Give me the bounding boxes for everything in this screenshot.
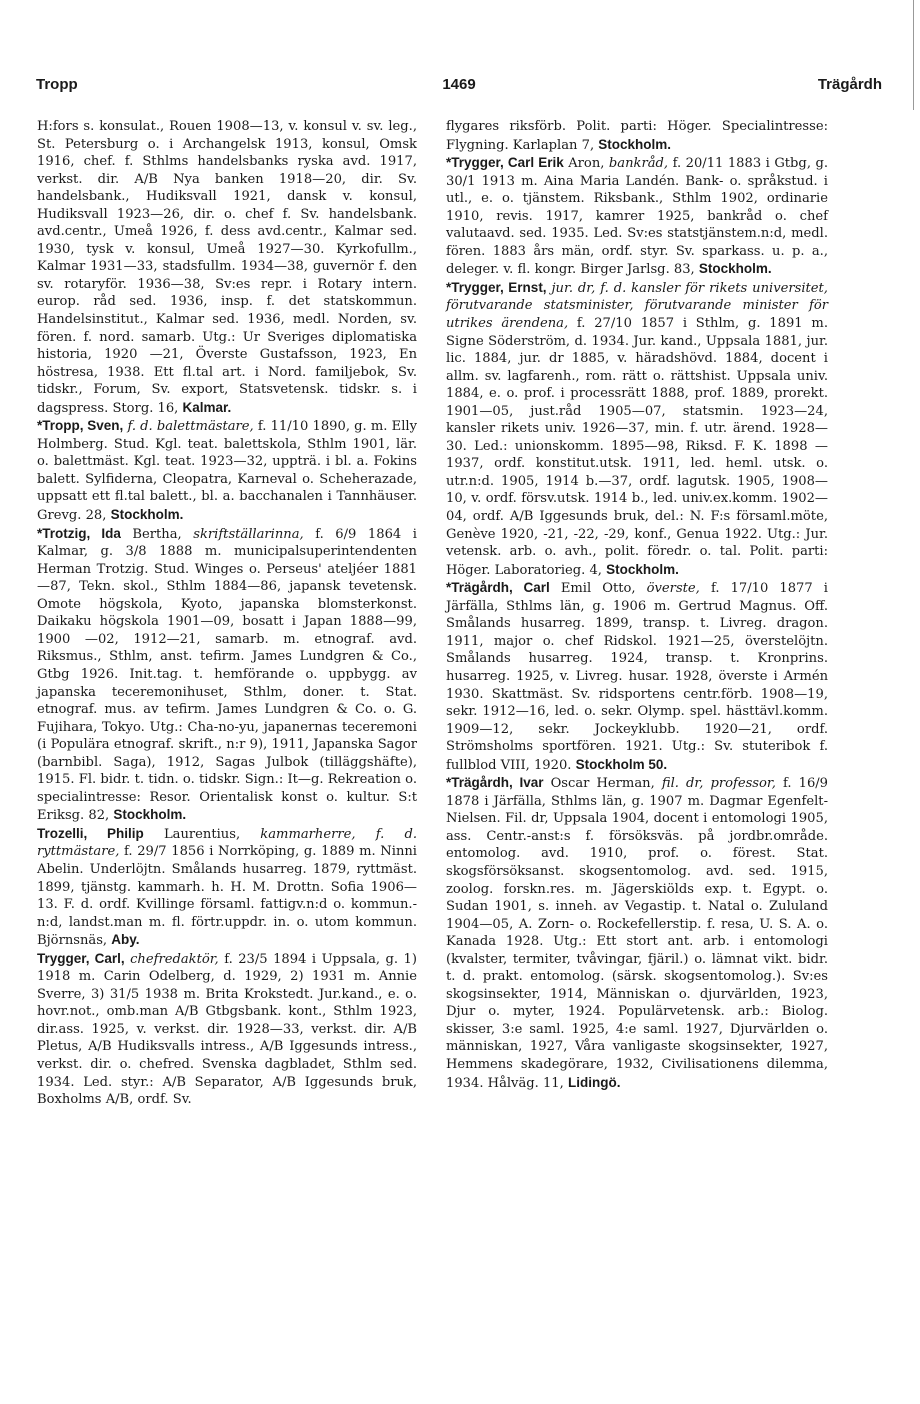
entry-title: f. d. balettmästare, (127, 419, 254, 435)
entry-text: f. 23/5 1894 i Uppsala, g. 1) 1918 m. Carin Odelberg, d. 1929, 2) 1931 m. Annie Sverre, 3) 31/5 1938 m. Brita Krokstedt. Jur.kand., e. o. hovr.not., omb.man A/B Gtbgsbank. kont., Sthlm 1923, dir.ass. 1925, v. verkst. dir. 1928—33, verkst. dir. A/B Pletus, A/B Hudiksvalls intress., A/B Iggesunds intress., verkst. dir. o. chefred. Svenska dagbladet, Sthlm sed. 1934. Led. styr.: A/B Separator, A/B Iggesunds bruk, Boxholms A/B, ordf. Sv. (37, 951, 417, 1108)
entry-text: f. 6/9 1864 i Kalmar, g. 3/8 1888 m. municipalsuperintendenten Herman Trotzig. Stud. Winges o. Perseus' ateljéer 1881—87, Tekn. skol., Sthlm 1884—86, japansk tevetensk. Omote högskola, Kyoto, japanska blomsterkonst. Daikaku högskola 1901—09, bosatt i Japan 1888—99, 1900 —02, 1912—21, samarb. m. etnograf. avd. Riksmus., Sthlm, anst. tefirm. James Lundgren & Co., Gtbg 1926. Init.tag. t. hemförande o. uppbygg. av japanska teceremonihuset, Sthlm, doner. t. Stat. etnograf. mus. av tefirm. James Lundgren & Co. o. G. Fujihara, Tokyo. Utg.: Cha-no-yu, japanernas teceremoni (i Populära etnograf. skrift., n:r 9), 1911, Japanska Sagor (barnbibl. Saga), 1912, Sagas Julbok (tilläggshäfte), 1915. Fl. bidr. t. tidn. o. tidskr. Sign.: It—g. Rekreation o. specialintresse: Resor. Orientalisk konst o. kultur. S:t Eriksg. 82, (37, 526, 417, 824)
header-right-keyword: Trägårdh (817, 76, 882, 93)
entry-trygger-carl (37, 950, 417, 1109)
entry-city: Stockholm. (110, 507, 184, 523)
entry-title: jur. dr, f. d. kansler för rikets universitet, förutvarande statsminister, förutvarande minister för utrikes ärendena, (446, 280, 828, 332)
entry-text: f. 17/10 1877 i Järfälla, Sthlms län, g. 1906 m. Gertrud Magnus. Off. Smålands husarreg. 1899, transp. t. Livreg. dragon. 1911, major o. chef Ridskol. 1921—25, överstelöjtn. Smålands husarreg. 1924, transp. t. Kronprins. husarreg. 1925, v. Livreg. husar. 1928, överste i Armén 1930. Skattmäst. Sv. ridsportens centr.förb. 1908—19, sekr. 1912—16, led. o. sekr. Olymp. spel. hästtävl.komm. 1909—12, sekr. Jockeyklubb. 1920—21, ordf. Strömsholms sportfören. 1921. Utg.: Sv. stuteribok f. fullblod VIII, 1920. (446, 581, 828, 773)
entry-title: kammarherre, f. d. ryttmästare, (37, 826, 417, 860)
entry-text: f. 27/10 1857 i Sthlm, g. 1891 m. Signe Söderström, d. 1934. Jur. kand., Uppsala 1881, jur. lic. 1884, jur. dr 1885, v. häradshövd. 1884, docent i allm. sv. lagfarenh., rom. rätt o. rättshist. Uppsala univ. 1884, e. o. prof. i processrätt 1888, prof. 1889, prorekt. 1901—05, just.råd 1905—07, statsmin. 1923—24, kansler rikets univ. 1926—37, min. f. utr. ärend. 1928—30. Led.: unionskomm. 1895—98, Riksd. F. K. 1898 —1937, ordf. konstitut.utsk. 1911, led. heml. utsk. o. utr.n:d. 1905, 1914 b.—37, ordf. lagutsk. 1905, 1908—10, v. ordf. försv.utsk. 1914 b., led. univ.ex.komm. 1902—04, ordf. A/B Iggesunds bruk, del.: N. F:s församl.möte, Genève 1920, -21, -22, -29, konf., Genua 1922. Utg.: Jur. vetensk. arb. o. avh., polit. föredr. o. tal. Polit. parti: Höger. Laboratorieg. 4, (446, 316, 828, 578)
entry-given-names: Laurentius, (163, 826, 241, 842)
entry-city: Lidingö. (567, 1074, 621, 1090)
entry-continuation: flygares riksförb. Polit. parti: Höger. Specialintresse: Flygning. Karlaplan 7, Stockholm. (446, 119, 828, 153)
entry-trozelli-philip (37, 825, 417, 950)
scan-edge-mark (913, 0, 920, 110)
left-column (37, 118, 417, 1109)
entry-tragardh-carl (446, 579, 828, 774)
entry-city: Stockholm. (698, 261, 772, 277)
entry-city: Kalmar. (182, 399, 232, 415)
entry-name: *Trygger, Ernst, (446, 279, 547, 295)
entry-city: Stockholm 50. (575, 756, 668, 772)
entry-city: Aby. (111, 932, 140, 948)
entry-trygger-ernst (446, 279, 828, 579)
right-column (446, 118, 828, 1092)
entry-text: f. 29/7 1856 i Norrköping, g. 1889 m. Ninni Abelin. Underlöjtn. Smålands husarreg. 1879, ryttmäst. 1899, tjänstg. kammarh. h. H. M. Drottn. Sofia 1906—13. F. d. ordf. Kvillinge församl. fattigv.n:d o. kommun.-n:d, landst.man m. fl. förtr.uppdr. in. o. utom kommun. Björnsnäs, (37, 844, 417, 949)
entry-text: f. 20/11 1883 i Gtbg, g. 30/1 1913 m. Aina Maria Landén. Bank- o. språkstud. i utl., e. o. tjänstem. Riksbank., Sthlm 1902, ordinarie 1910, revis. 1917, kamrer 1925, bankråd o. chef valutaavd. sed. 1935. Led. Sv:es statstjänstem.n:d, medl. fören. 1883 års män, ordf. styr. Sv. sparkass. u. p. a., deleger. v. fl. kongr. Birger Jarlsg. 83, (446, 156, 829, 278)
entry-title: överste, (646, 581, 700, 597)
entry-city: Stockholm. (598, 136, 672, 152)
page-header (36, 76, 882, 98)
entry-city: Stockholm. (113, 807, 187, 823)
entry-tropp-sven (37, 417, 417, 524)
entry-trygger-carl-erik (446, 154, 828, 279)
entry-title: bankråd, (608, 156, 669, 172)
entry-text: f. 16/9 1878 i Järfälla, Sthlms län, g. 1907 m. Dagmar Egenfelt-Nielsen. Fil. dr, Uppsala 1904, docent i entomologi 1905, ass. Centr.-anst:s f. försöksväs. på jordbr.område. entomolog. avd. 1910, prof. o. förest. Stat. skogsförsöksanst. skogsentomolog. avd. sed. 1915, zoolog. forskn.res. m. Jägerskiölds exp. t. Egypt. o. Sudan 1901, s. inneh. av Vegastip. t. Natal o. Zululand 1904—05, A. Zorn- o. Rockefellerstip. f. resa, U. S. A. o. Kanada 1928. Utg.: Ett stort ant. arb. i entomologi (kvalster, termiter, tvåvingar, fjäril.) o. lämnat vikt. bidr. t. d. prakt. entomolog. (särsk. skogsentomolog.). Sv:es skogsinsekter, 1914, Människan o. djurvärlden, 1923, Djur o. myter, 1924. Populärvetensk. arb.: Biolog. skisser, 3:e saml. 1925, 4:e saml. 1927, Djurvärlden o. människan, 1927, Våra vanligaste skogsinsekter, 1927, Hemmens skadegörare, 1932, Civilisationens dilemma, 1934. Hålväg. 11, (446, 776, 829, 1091)
entry-name: *Tropp, Sven, (37, 418, 124, 434)
entry-trotzig-ida (37, 525, 417, 825)
entry-name: Trygger, Carl, (37, 950, 125, 966)
entry-given-names: Emil Otto, (560, 581, 636, 597)
entry-tragardh-ivar (446, 774, 828, 1092)
page-number: 1469 (442, 76, 476, 93)
entry-name: *Trygger, Carl Erik (446, 155, 564, 171)
entry-given-names: Oscar Herman, (550, 776, 655, 792)
header-left-keyword: Tropp (36, 76, 78, 93)
entry-title: chefredaktör, (130, 951, 219, 967)
entry-name: Trozelli, Philip (37, 825, 144, 841)
entry-name: *Trotzig, Ida (37, 525, 121, 541)
entry-continuation: H:fors s. konsulat., Rouen 1908—13, v. konsul v. sv. leg., St. Petersburg o. i Archangelsk 1913, konsul, Omsk 1916, chef. f. Sthlms handelsbanks ryska avd. 1917, verkst. dir. A/B Nya banken 1918—20, dir. Sv. handelsbank., Hudiksvall 1921, dansk v. konsul, Hudiksvall 1923—26, dir. o. chef f. Sv. handelsbank. avd.centr., Umeå 1926, f. dess avd.centr., Kalmar sed. 1930, tysk v. konsul, Umeå 1927—30. Kyrkofullm., Kalmar 1931—33, stadsfullm. 1934—38, guvernör f. den sv. rotaryför. 1936—38, Sv:es repr. i Rotary intern. europ. råd sed. 1936, insp. f. det statskommun. Handelsinstitut., Kalmar sed. 1936, medl. Norden, sv. fören. f. nord. samarb. Utg.: Ur Sveriges diplomatiska historia, 1920 —21, Överste Gustafsson, 1923, En höstresa, 1938. Ett fl.tal art. i Nord. familjebok, Sv. tidskr., Forum, Sv. export, Statsvetensk. tidskr. s. i dagspress. Storg. 16, Kalmar. (37, 119, 417, 416)
entry-name: *Trägårdh, Ivar (446, 775, 544, 791)
entry-title: skriftställarinna, (193, 526, 304, 542)
entry-city: Stockholm. (606, 561, 679, 577)
entry-given-names: Bertha, (132, 526, 182, 542)
entry-name: *Trägårdh, Carl (446, 580, 550, 596)
entry-text: f. 11/10 1890, g. m. Elly Holmberg. Stud. Kgl. teat. balettskola, Sthlm 1901, lär. o. balettmäst. Kgl. teat. 1923—32, uppträ. i bl. a. Fokins balett. Sylfiderna, Cleopatra, Karneval o. Scheherazade, uppsatt ett fl.tal balett., bl. a. bacchanalen i Tannhäuser. Grevg. 28, (37, 419, 417, 524)
entry-title: fil. dr, professor, (661, 776, 776, 792)
entry-given-names: Aron, (568, 156, 605, 172)
